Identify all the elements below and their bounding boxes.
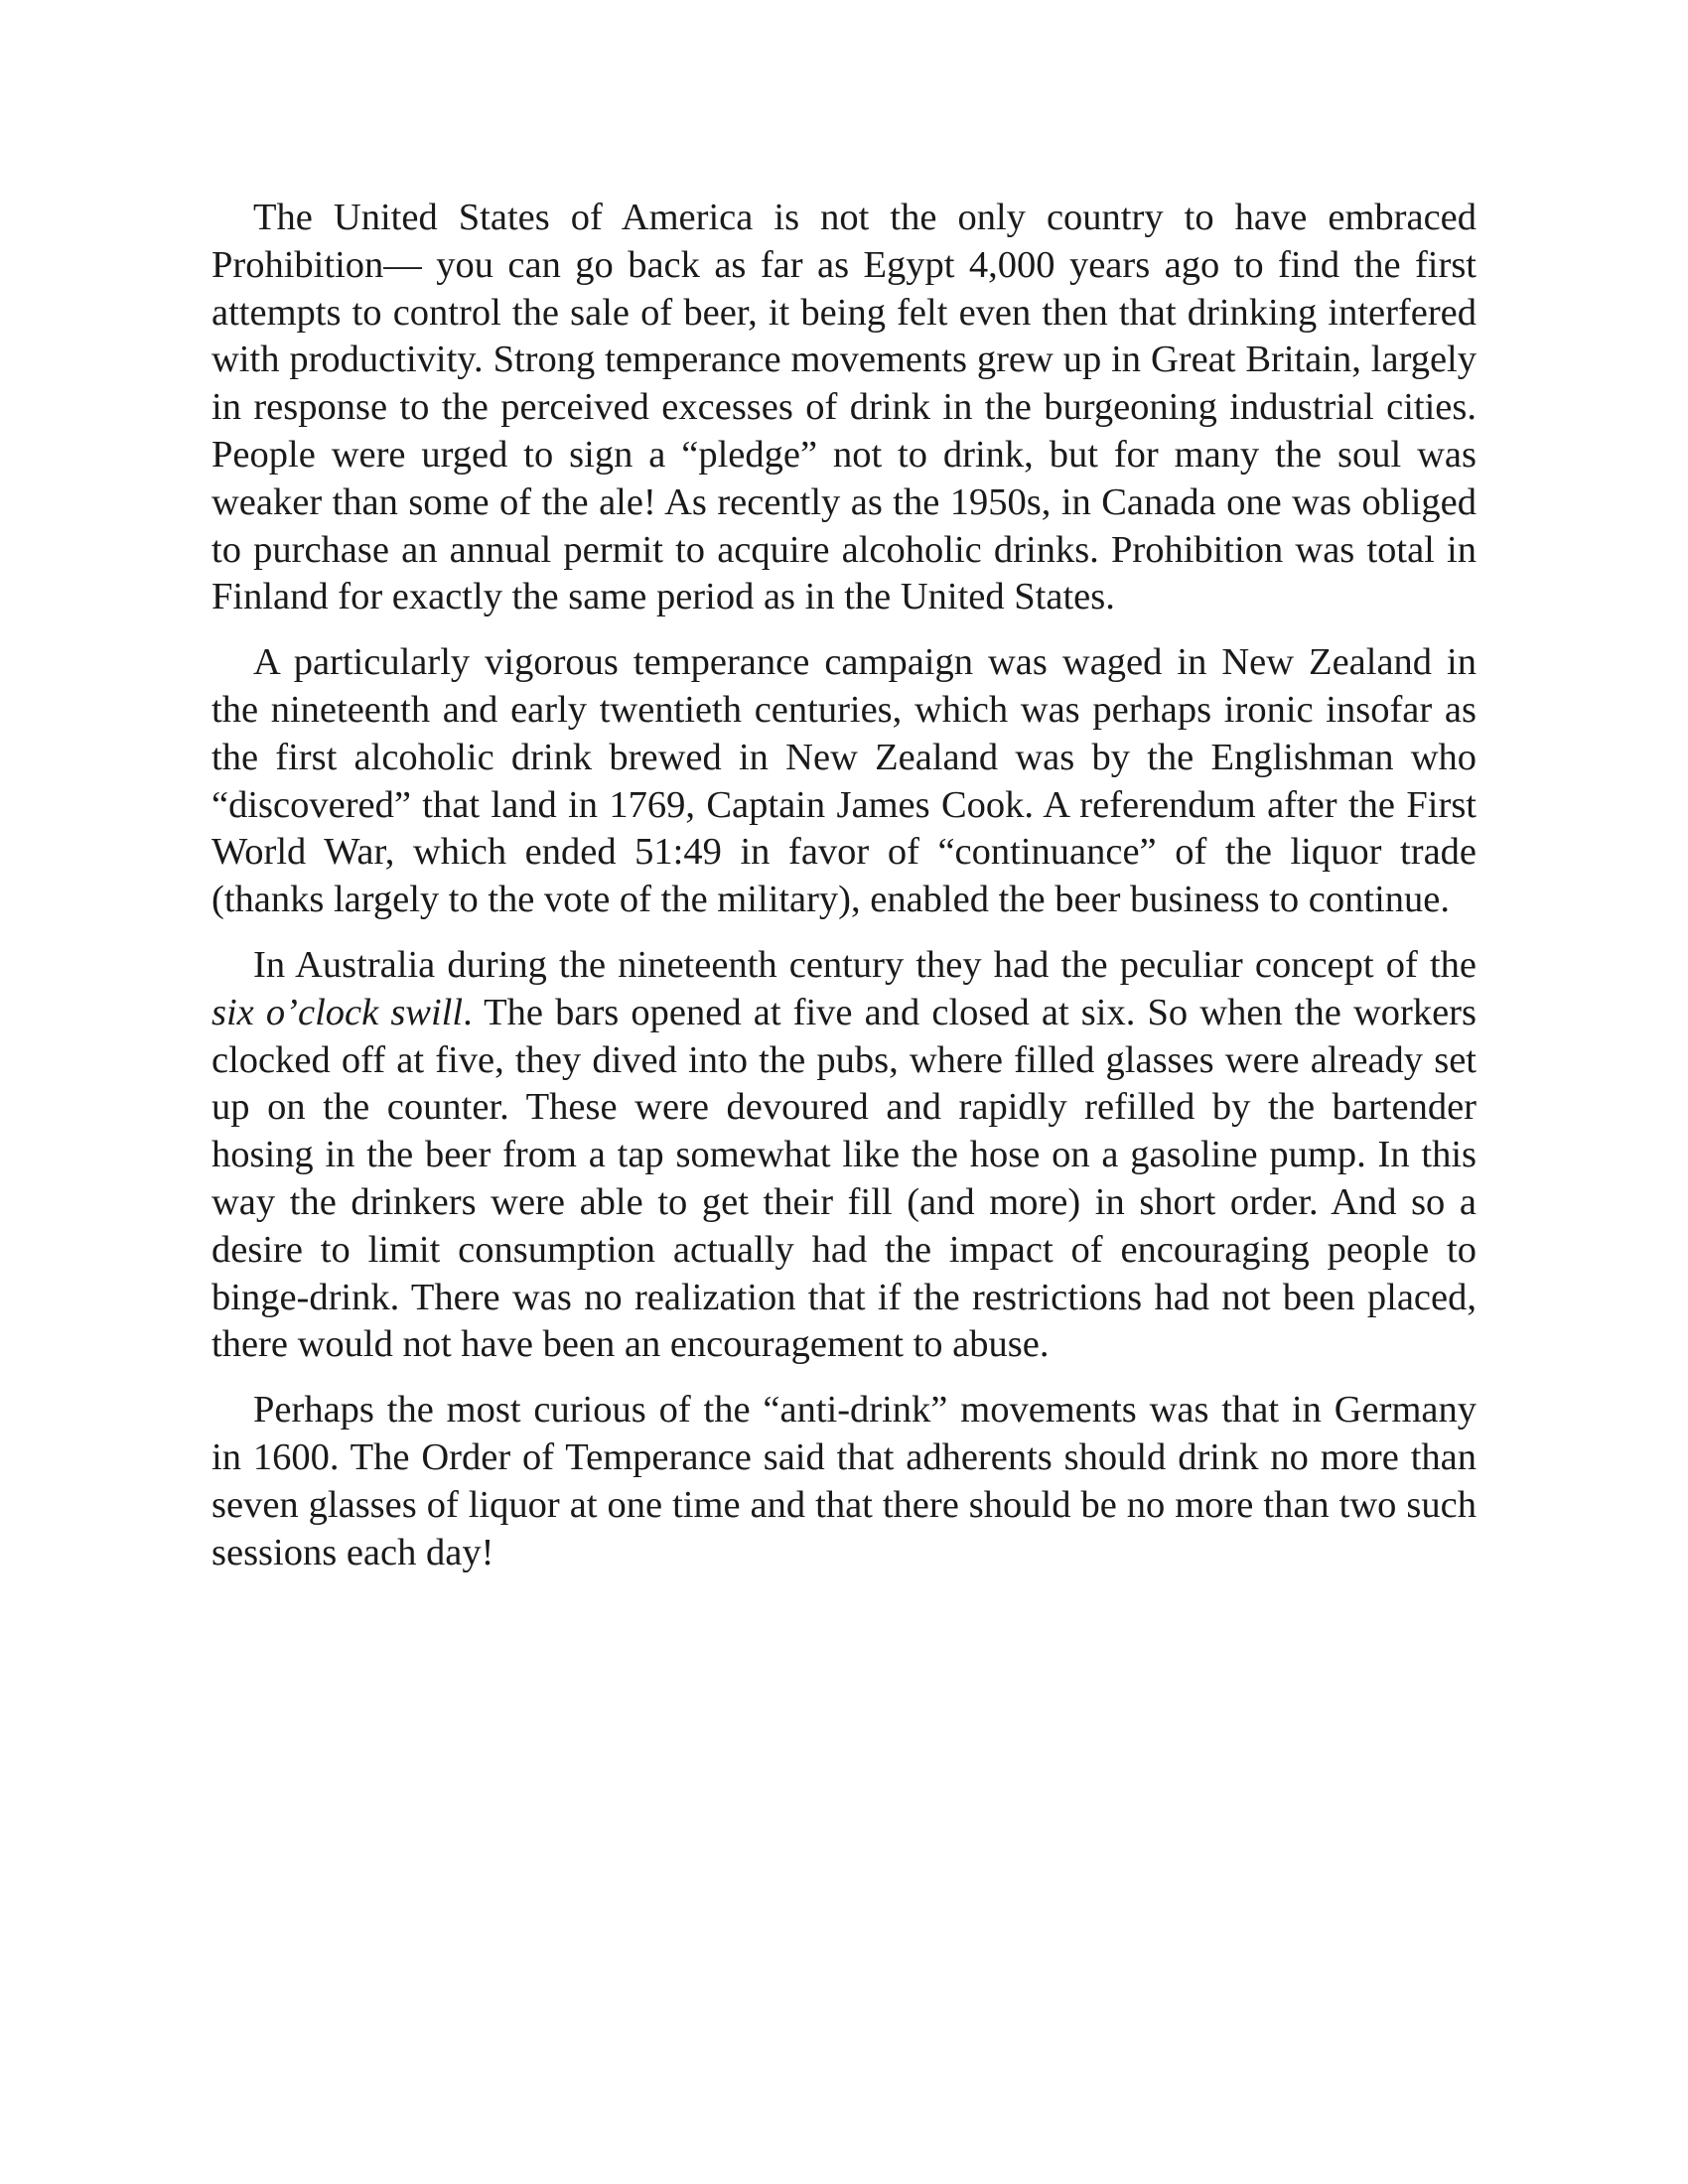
page-body — [211, 195, 1477, 1576]
paragraph-australia — [211, 942, 1477, 1369]
paragraph-australia-text-end: . The bars opened at five and closed at six. So when the workers clocked off at five, they dived into the pubs, where filled glasses were already set up on the counter. These were devoured and rapidly refilled by the bartender hosing in the beer from a tap somewhat like the hose on a gasoline pump. In this way the drinkers were able to get their fill (and more) in short order. And so a desire to limit consumption actually had the impact of encouraging people to binge-drink. There was no realization that if the restrictions had not been placed, there would not have been an encouragement to abuse. — [211, 991, 1477, 1366]
paragraph-new-zealand: A particularly vigorous temperance campaign was waged in New Zealand in the nineteenth and early twentieth centuries, which was perhaps ironic insofar as the first alcoholic drink brewed in New Zealand was by the Englishman who “discovered” that land in 1769, Captain James Cook. A referendum after the First World War, which ended 51:49 in favor of “continuance” of the liquor trade (thanks largely to the vote of the military), enabled the beer business to continue. — [211, 641, 1477, 921]
six-oclock-swill-term: six o’clock swill — [211, 991, 464, 1033]
paragraph-prohibition-history: The United States of America is not the only country to have embraced Prohibition— you can go back as far as Egypt 4,000 years ago to find the first attempts to control the sale of beer, it being felt even then that drinking interfered with productivity. Strong temperance movements grew up in Great Britain, largely in response to the perceived excesses of drink in the burgeoning industrial cities. People were urged to sign a “pledge” not to drink, but for many the soul was weaker than some of the ale! As recently as the 1950s, in Canada one was obliged to purchase an annual permit to acquire alcoholic drinks. Prohibition was total in Finland for exactly the same period as in the United States. — [211, 197, 1477, 618]
paragraph-australia-text-start: In Australia during the nineteenth century they had the peculiar concept of the — [253, 943, 1477, 986]
paragraph-germany: Perhaps the most curious of the “anti-drink” movements was that in Germany in 1600. The Order of Temperance said that adherents should drink no more than seven glasses of liquor at one time and that there should be no more than two such sessions each day! — [211, 1389, 1477, 1573]
